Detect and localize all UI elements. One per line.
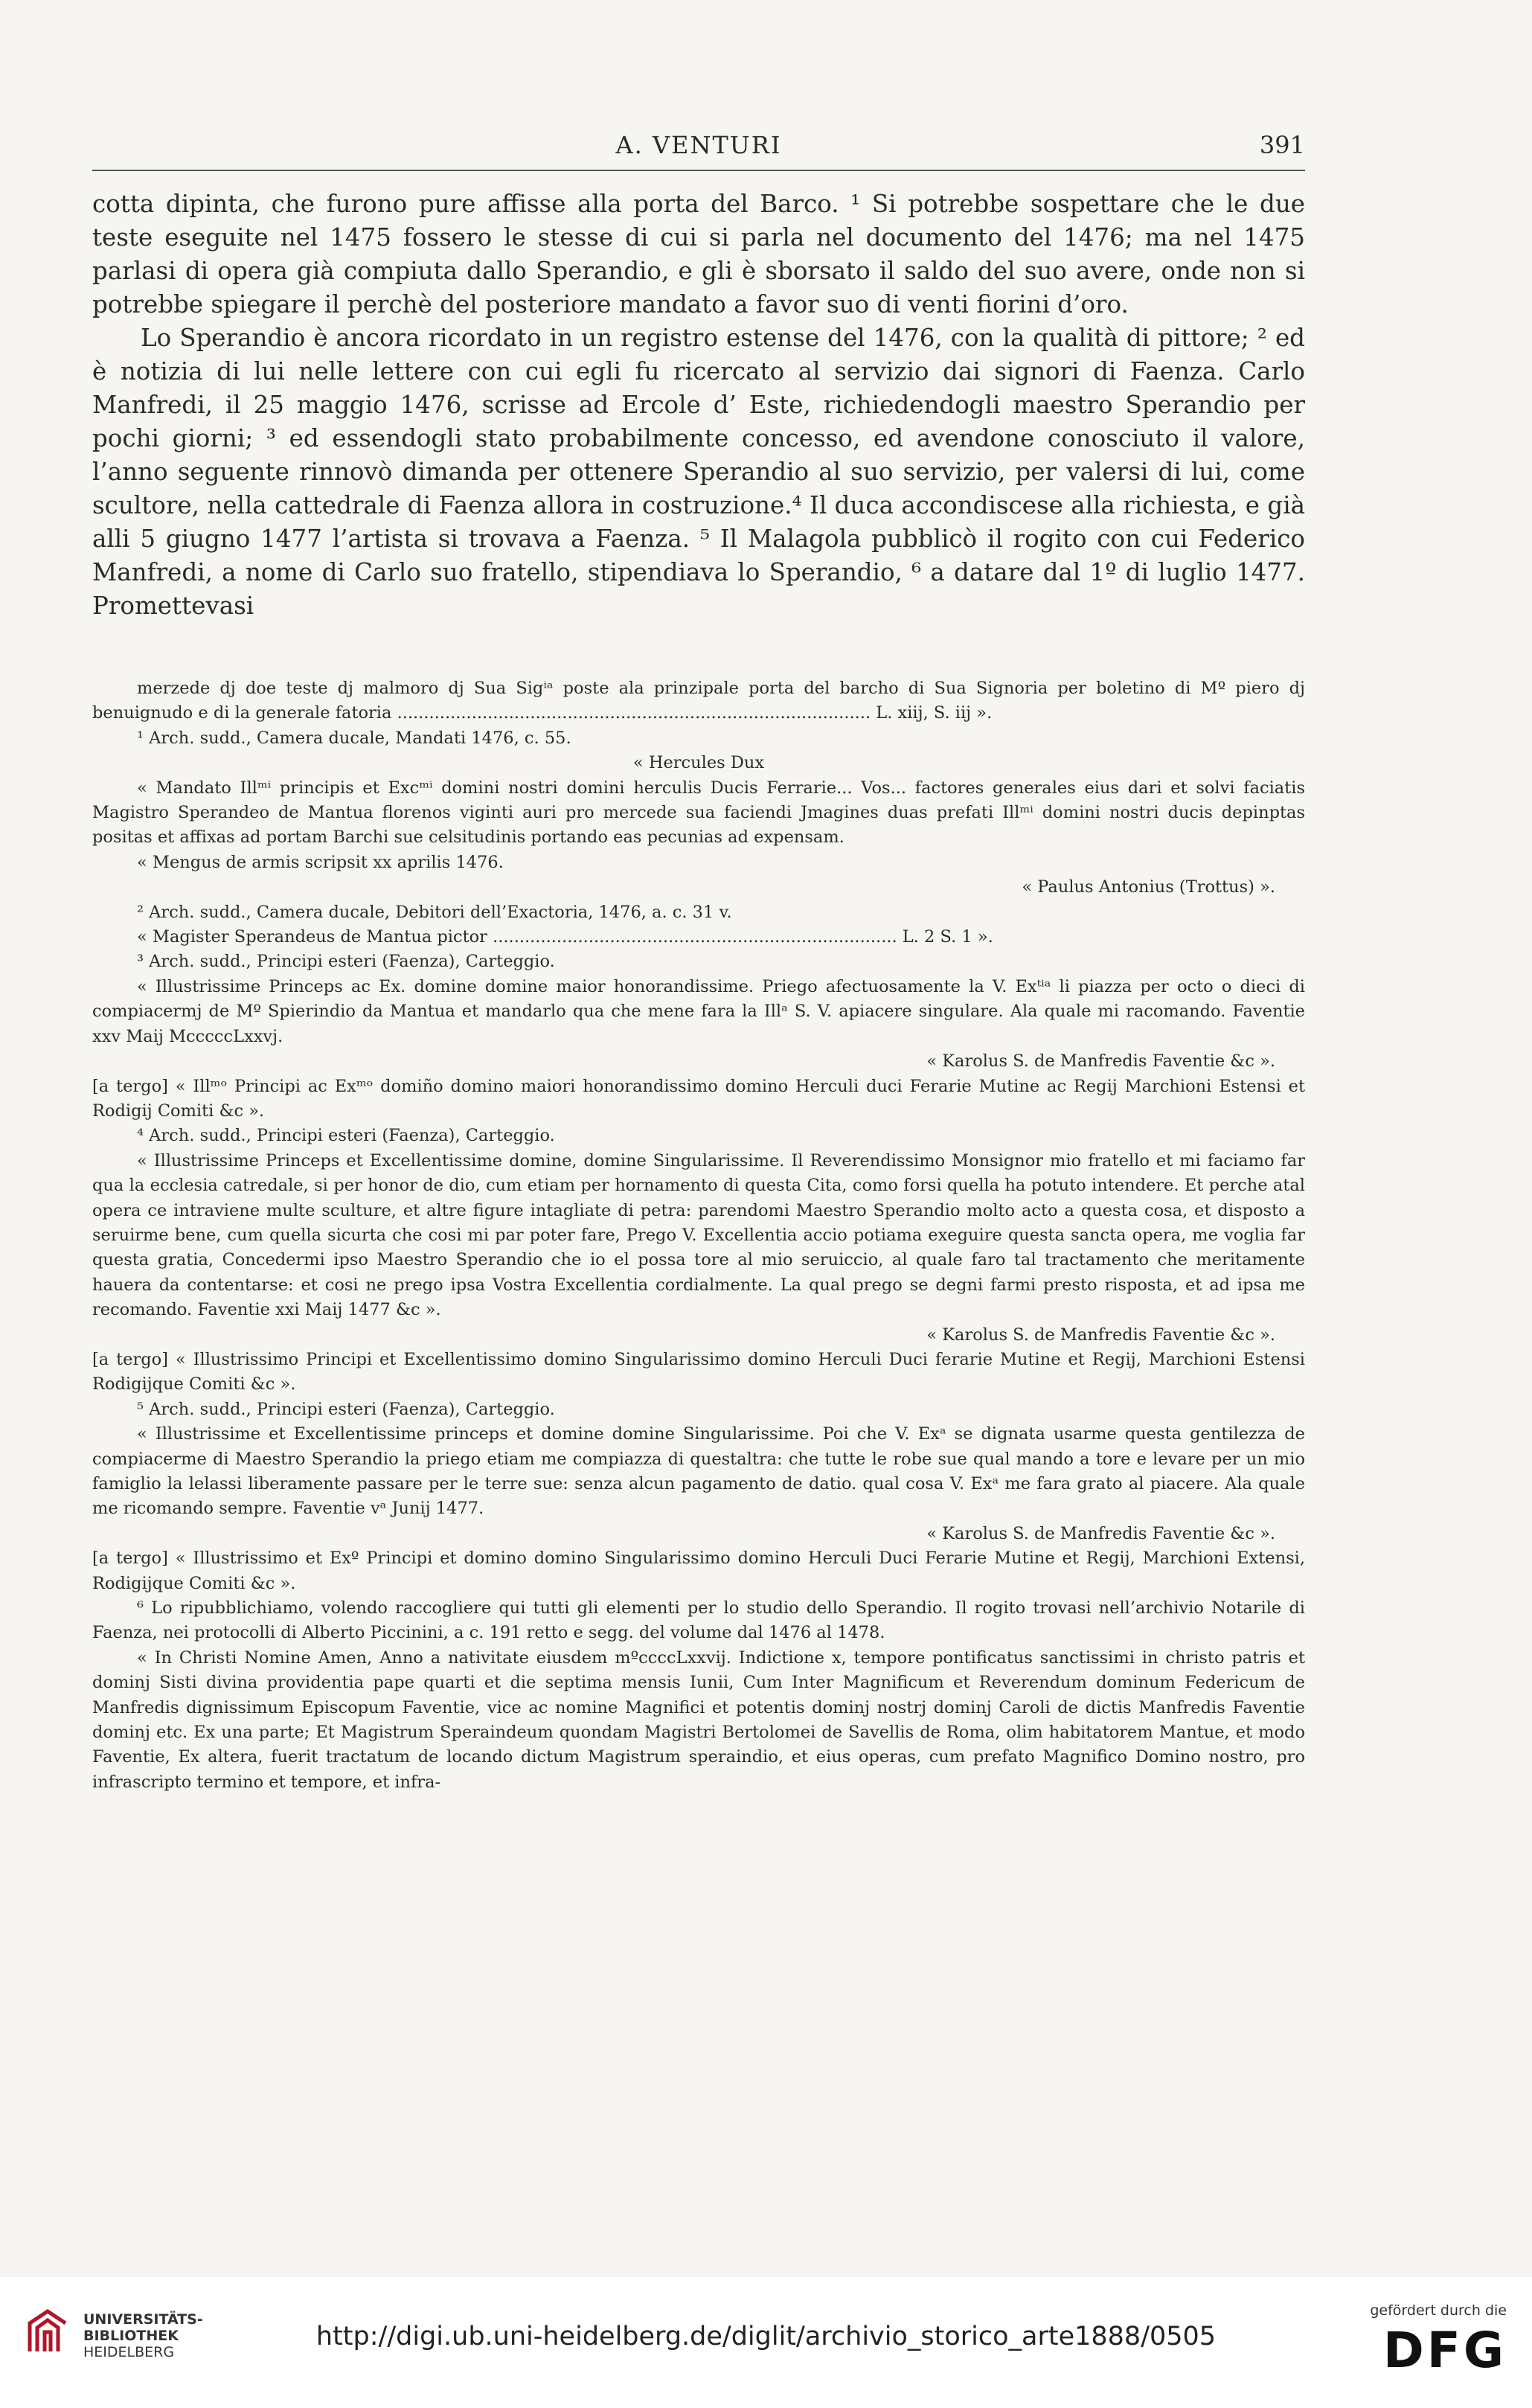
funded-by-label: gefördert durch die bbox=[1370, 2302, 1507, 2319]
footnote-signature: « Karolus S. de Manfredis Faventie &c ». bbox=[926, 1523, 1275, 1543]
main-text bbox=[92, 188, 1305, 623]
footnote: ⁴ Arch. sudd., Principi esteri (Faenza), Carteggio. bbox=[137, 1126, 555, 1146]
footnote-signature: « Karolus S. de Manfredis Faventie &c ». bbox=[926, 1325, 1275, 1345]
footnote-line: « In Christi Nomine Amen, Anno a nativitate eiusdem mºccccLxxvij. Indictione x, tempore pontificatus sanctissimi in christo patris et dominj Sisti divina providentia pape quarti et die septima mensis Iunii, Cum Inter Magnificum et Reverendum dominum Federicum de Manfredis dignissimum Episcopum Faventie, vice ac nomine Magnifici et potentis dominj nostrj dominj Caroli de dictis Manfredis Faventie dominj etc. Ex una parte; Et Magistrum Speraindeum quondam Magistri Bertolomei de Savellis de Roma, olim habitatorem Mantue, et modo Faventie, Ex altera, fuerit tractatum de locando dictum Magistrum speraindio, et eius operas, cum prefato Magnifico Domino nostro, pro infrascripto termino et tempore, et infra- bbox=[92, 1648, 1305, 1792]
permalink-url[interactable]: http://digi.ub.uni-heidelberg.de/diglit/archivio_storico_arte1888/0505 bbox=[315, 2322, 1217, 2351]
running-title: A. VENTURI bbox=[615, 131, 782, 159]
page bbox=[92, 125, 1305, 2075]
library-name: UNIVERSITÄTS- BIBLIOTHEK HEIDELBERG bbox=[83, 2311, 203, 2360]
footnote: ³ Arch. sudd., Principi esteri (Faenza), Carteggio. bbox=[137, 952, 555, 972]
page-number: 391 bbox=[1259, 131, 1305, 159]
footnote: ¹ Arch. sudd., Camera ducale, Mandati 1476, c. 55. bbox=[137, 728, 571, 748]
footnote-line: « Mengus de armis scripsit xx aprilis 1476. bbox=[137, 852, 504, 872]
footnote-signature: « Paulus Antonius (Trottus) ». bbox=[1022, 877, 1275, 897]
footnote-line: « Magister Sperandeus de Mantua pictor ............................................................................ L. 2 S. 1 ». bbox=[137, 927, 993, 947]
digitization-footer bbox=[0, 2277, 1532, 2408]
footnote-line: [a tergo] « Illustrissimo Principi et Excellentissimo domino Singularissimo domino Herculi Duci ferarie Mutine et Regij, Marchioni Estensi Rodigijque Comiti &c ». bbox=[92, 1349, 1305, 1394]
footnote-line: « Hercules Dux bbox=[632, 753, 765, 773]
dfg-logo: DFG bbox=[1382, 2322, 1507, 2379]
footnote-continuation: merzede dj doe teste dj malmoro dj Sua Sigⁱᵃ poste ala prinzipale porta del barcho di Sua Signoria per boletino di Mº piero dj benuignudo e di la generale fatoria ......................................................................................... L. xiij, S. iij ». bbox=[92, 679, 1305, 723]
footnote-signature: « Karolus S. de Manfredis Faventie &c ». bbox=[926, 1051, 1275, 1072]
funder-block bbox=[1358, 2302, 1507, 2379]
footnote-line: « Illustrissime Princeps et Excellentissime domine, domine Singularissime. Il Reverendissimo Monsignor mio fratello et mi faciamo far qua la ecclesia catredale, si per honor de dio, cum etiam per hornamento di questa Cita, como forsi quella ha potuto intendere. Et perche atal opera ce intraviene multe sculture, et altre figure intagliate di petra: parendomi Maestro Sperandio molto acto a questa cosa, et disposto a seruirme bene, cum quella sicurta che cosi mi par poter fare, Prego V. Excellentia accio potiama exeguire questa sancta opera, me voglia far questa gratia, Concedermi ipso Maestro Sperandio che io el possa tore al mio seruiccio, al quale faro tal tractamento che meritamente hauera da contentarse: et cosi ne prego ipsa Vostra Excellentia cordialmente. La qual prego se degni farmi presto risposta, et ad ipsa me recomando. Faventie xxi Maij 1477 &c ». bbox=[92, 1150, 1305, 1320]
footnote: ⁵ Arch. sudd., Principi esteri (Faenza), Carteggio. bbox=[137, 1399, 555, 1419]
footnote-line: « Illustrissime Princeps ac Ex. domine domine maior honorandissime. Priego afectuosamente la V. Exᵗⁱᵃ li piazza per octo o dieci di compiacermj de Mº Spierindio da Mantua et mandarlo qua che mene fara la Illᵃ S. V. apiacere singulare. Ala quale mi racomando. Faventie xxv Maij McccccLxxvj. bbox=[92, 976, 1305, 1046]
footnote: ⁶ Lo ripubblichiamo, volendo raccogliere qui tutti gli elementi per lo studio dello Sperandio. Il rogito trovasi nell’archivio Notarile di Faenza, nei protocolli di Alberto Piccinini, a c. 191 retto e segg. del volume dal 1476 al 1478. bbox=[92, 1598, 1305, 1643]
footnote-line: « Illustrissime et Excellentissime princeps et domine domine Singularissime. Poi che V. Exᵃ se dignata usarme questa gentilezza de compiacerme di Maestro Sperandio la priego etiam me compiazza di questaltra: che tutte le robe sue qual mando a tore e levare per un mio famiglio la lelassi liberamente passare per le terre sue: senza alcun pagamento de datio. qual cosa V. Exᵃ me fara grato al piacere. Ala quale me ricomando sempre. Faventie vᵃ Junij 1477. bbox=[92, 1424, 1305, 1519]
footnote: ² Arch. sudd., Camera ducale, Debitori dell’Exactoria, 1476, a. c. 31 v. bbox=[137, 902, 732, 922]
footnote-line: « Mandato Illᵐⁱ principis et Excᵐⁱ domini nostri domini herculis Ducis Ferrarie... Vos... factores generales eius dari et solvi faciatis Magistro Sperandeo de Mantua florenos viginti auri pro mercede sua faciendi Jmagines duas prefati Illᵐⁱ domini nostri ducis depinptas positas et affixas ad portam Barchi sue celsitudinis portando eas pecunias ad expensam. bbox=[92, 778, 1305, 848]
paragraph: cotta dipinta, che furono pure affisse alla porta del Barco. ¹ Si potrebbe sospettare che le due teste eseguite nel 1475 fossero le stesse di cui si parla nel documento del 1476; ma nel 1475 parlasi di opera già compiuta dallo Sperandio, e gli è sborsato il saldo del suo avere, onde non si potrebbe spiegare il perchè del posteriore mandato a favor suo di venti fiorini d’oro. bbox=[92, 190, 1305, 318]
footnotes bbox=[92, 676, 1305, 1795]
footnote-line: [a tergo] « Illᵐᵒ Principi ac Exᵐᵒ domiño domino maiori honorandissimo domino Herculi duci Ferarie Mutine ac Regij Marchioni Estensi et Rodigij Comiti &c ». bbox=[92, 1076, 1305, 1121]
paragraph: Lo Sperandio è ancora ricordato in un registro estense del 1476, con la qualità di pittore; ² ed è notizia di lui nelle lettere con cui egli fu ricercato al servizio dai signori di Faenza. Carlo Manfredi, il 25 maggio 1476, scrisse ad Ercole d’ Este, richiedendogli maestro Sperandio per pochi giorni; ³ ed essendogli stato probabilmente concesso, ed avendone conosciuto il valore, l’anno seguente rinnovò dimanda per ottenere Sperandio al suo servizio, per valersi di lui, come scultore, nella cattedrale di Faenza allora in costruzione.⁴ Il duca accondiscese alla richiesta, e già alli 5 giugno 1477 l’artista si trovava a Faenza. ⁵ Il Malagola pubblicò il rogito con cui Federico Manfredi, a nome di Carlo suo fratello, stipendiava lo Sperandio, ⁶ a datare dal 1º di luglio 1477. Promettevasi bbox=[92, 324, 1305, 620]
footnote-line: [a tergo] « Illustrissimo et Exº Principi et domino domino Singularissimo domino Herculi Duci Ferarie Mutine et Regij, Marchioni Extensi, Rodigijque Comiti &c ». bbox=[92, 1549, 1305, 1593]
running-header bbox=[92, 125, 1305, 171]
